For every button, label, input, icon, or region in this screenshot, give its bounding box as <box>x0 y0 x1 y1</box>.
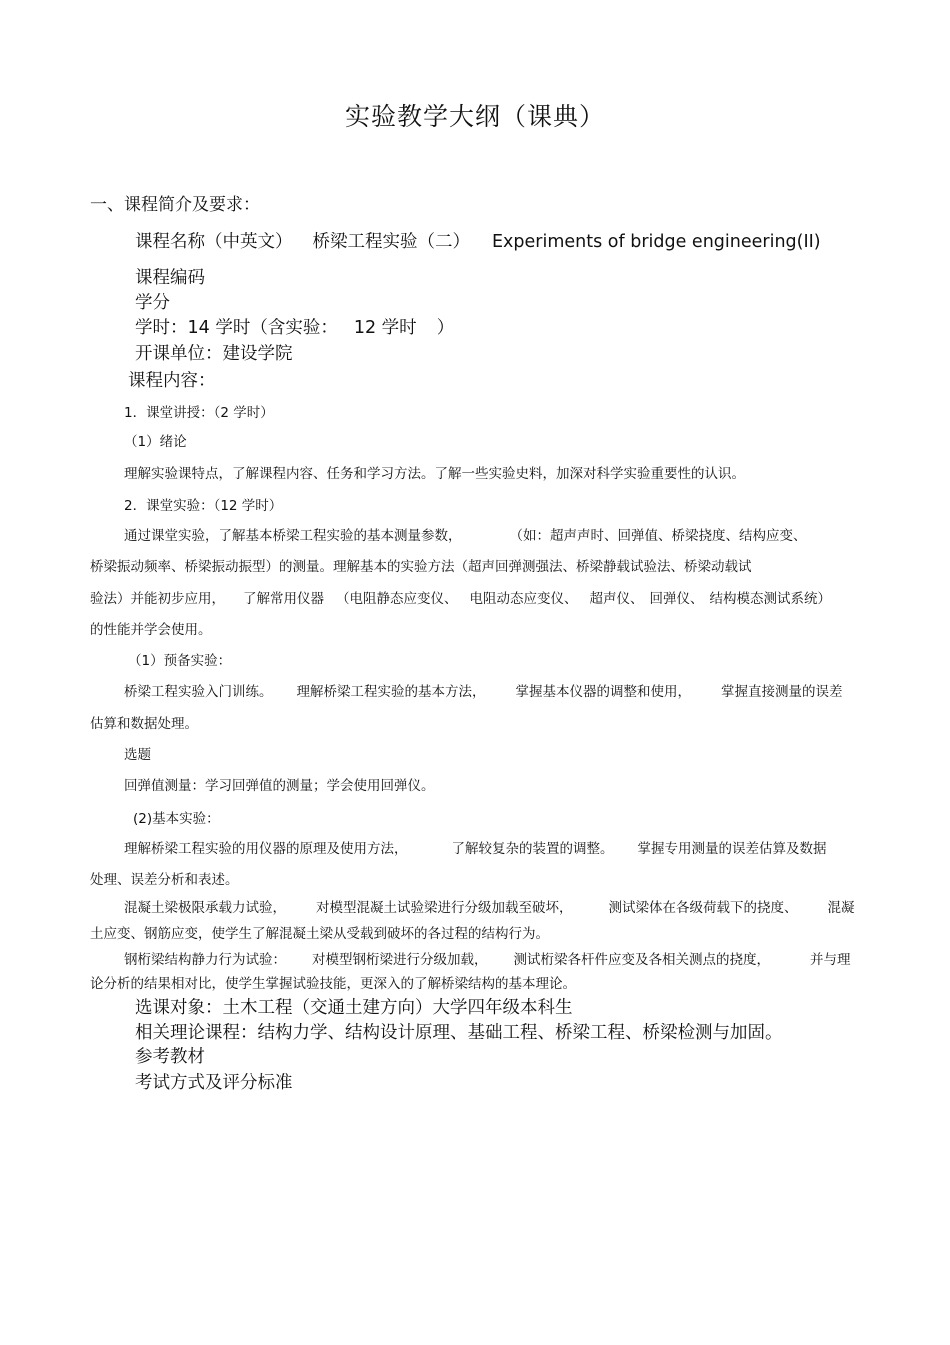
page-title: 实验教学大纲（课典） <box>344 102 605 131</box>
basic-text-line-2: 处理、误差分析和表述。 <box>90 872 239 888</box>
concrete-text-line-1 <box>124 902 855 916</box>
hours-close: ） <box>436 318 455 338</box>
prep-text-1c: 掌握基本仪器的调整和使用， <box>515 684 691 700</box>
basic-text-1c: 掌握专用测量的误差估算及数据 <box>637 841 827 857</box>
course-name-en: Experiments of bridge engineering(II) <box>492 232 821 252</box>
basic-title: (2)基本实验： <box>133 811 220 827</box>
lecture-sub: （1）绪论 <box>124 434 187 450</box>
lecture-title: 1．课堂讲授：（2 学时） <box>124 405 274 421</box>
reference-textbook: 参考教材 <box>135 1047 205 1067</box>
lab-text-3a: 验法）并能初步应用， <box>90 591 225 607</box>
lab-text-3d: 电阻动态应变仪、 <box>469 591 578 607</box>
concrete-text-1a: 混凝土梁极限承载力试验， <box>124 900 286 916</box>
lecture-text: 理解实验课特点，了解课程内容、任务和学习方法。了解一些实验史料，加深对科学实验重要性的认识。 <box>124 466 745 482</box>
course-target: 选课对象：土木工程（交通土建方向）大学四年级本科生 <box>135 998 573 1018</box>
steel-text-line-1 <box>124 954 851 968</box>
lab-text-line-3 <box>90 593 831 607</box>
basic-text-1b: 了解较复杂的装置的调整。 <box>451 841 614 857</box>
lab-text-line-2: 桥梁振动频率、桥梁振动振型）的测量。理解基本的实验方法（超声回弹测强法、桥梁静载试验法、桥梁动载试 <box>90 559 752 575</box>
basic-text-line-1 <box>124 843 827 857</box>
concrete-text-1b: 对模型混凝土试验梁进行分级加载至破坏， <box>316 900 573 916</box>
lab-text-3e: 超声仪、 <box>589 591 644 607</box>
content-label: 课程内容： <box>128 371 216 391</box>
lab-text-1b: （如：超声声时、回弹值、桥梁挠度、结构应变、 <box>509 528 807 544</box>
concrete-text-line-2: 土应变、钢筋应变，使学生了解混凝土梁从受载到破坏的各过程的结构行为。 <box>90 926 549 942</box>
related-courses: 相关理论课程：结构力学、结构设计原理、基础工程、桥梁工程、桥梁检测与加固。 <box>135 1023 783 1043</box>
lab-title: 2．课堂实验：（12 学时） <box>124 498 283 514</box>
lab-text-3g: 结构模态测试系统） <box>709 591 831 607</box>
section-heading: 一、课程简介及要求： <box>90 195 260 215</box>
course-name-label: 课程名称（中英文） <box>135 232 293 252</box>
hours-lab: 12 学时 <box>353 318 417 338</box>
course-name-cn: 桥梁工程实验（二） <box>312 232 470 252</box>
hours-line <box>135 320 454 338</box>
prep-title: （1）预备实验： <box>128 653 232 669</box>
steel-text-1d: 并与理 <box>810 952 851 968</box>
lab-text-1a: 通过课堂实验，了解基本桥梁工程实验的基本测量参数， <box>124 528 462 544</box>
lab-text-line-4: 的性能并学会使用。 <box>90 622 212 638</box>
concrete-text-1c: 测试梁体在各级荷载下的挠度、 <box>608 900 798 916</box>
credit: 学分 <box>135 293 170 313</box>
prep-text-1b: 理解桥梁工程实验的基本方法， <box>296 684 486 700</box>
prep-text-line-2: 估算和数据处理。 <box>90 716 198 732</box>
lab-text-line-1 <box>124 530 807 544</box>
hours-label: 学时： <box>135 318 188 338</box>
course-code: 课程编码 <box>135 268 205 288</box>
course-name-line <box>135 234 821 252</box>
topic-text: 回弹值测量：学习回弹值的测量；学会使用回弹仪。 <box>124 778 435 794</box>
concrete-text-1d: 混凝 <box>827 900 855 916</box>
steel-text-1b: 对模型钢桁梁进行分级加载， <box>312 952 488 968</box>
steel-text-1c: 测试桁梁各杆件应变及各相关测点的挠度， <box>513 952 770 968</box>
lab-text-3f: 回弹仪、 <box>649 591 704 607</box>
topic-title: 选题 <box>124 747 151 763</box>
basic-text-1a: 理解桥梁工程实验的用仪器的原理及使用方法， <box>124 841 408 857</box>
prep-text-1a: 桥梁工程实验入门训练。 <box>124 684 273 700</box>
prep-text-line-1 <box>124 686 843 700</box>
lab-text-3b: 了解常用仪器 <box>243 591 324 607</box>
hours-total: 14 学时（含实验： <box>187 318 338 338</box>
steel-text-line-2: 论分析的结果相对比，使学生掌握试验技能，更深入的了解桥梁结构的基本理论。 <box>90 976 576 992</box>
lab-text-3c: （电阻静态应变仪、 <box>336 591 458 607</box>
department: 开课单位：建设学院 <box>135 344 293 364</box>
exam-method: 考试方式及评分标准 <box>135 1073 293 1093</box>
prep-text-1d: 掌握直接测量的误差 <box>721 684 843 700</box>
steel-text-1a: 钢桁梁结构静力行为试验： <box>124 952 286 968</box>
